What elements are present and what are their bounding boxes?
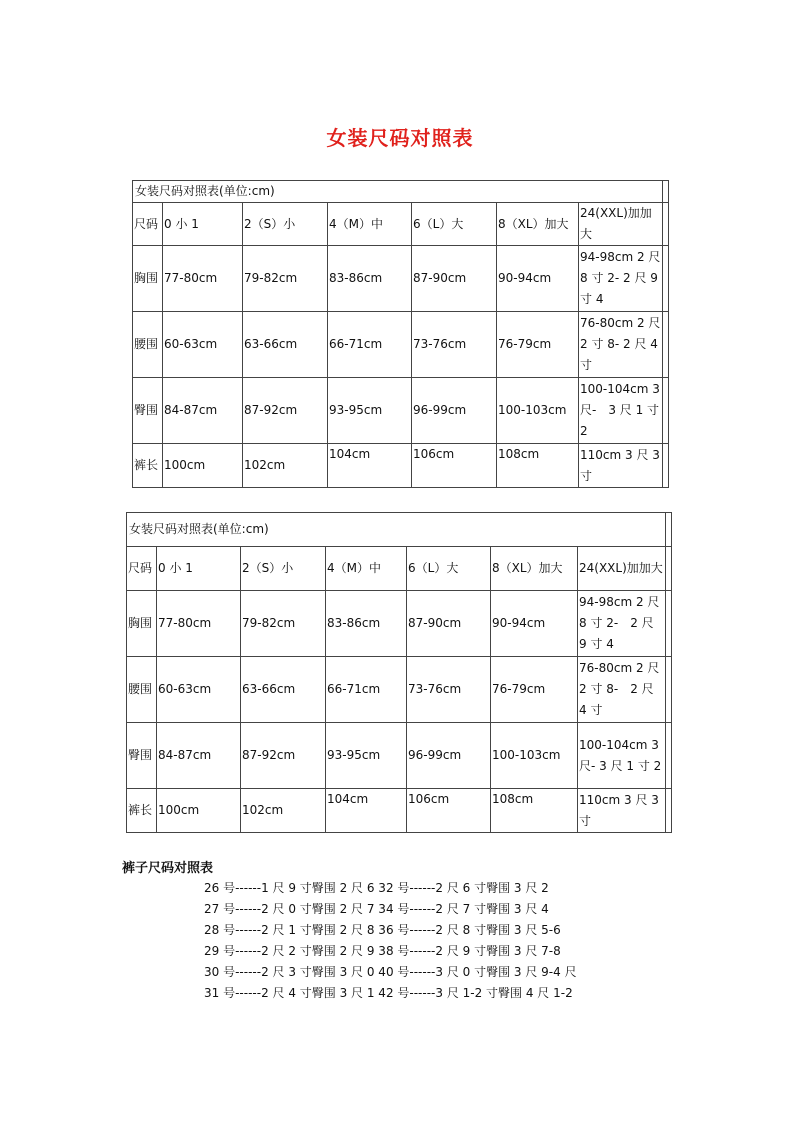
table-cell: 87-92cm <box>241 723 326 789</box>
size-table-2 <box>126 512 672 833</box>
table-row <box>133 246 669 312</box>
table-cell: 84-87cm <box>157 723 241 789</box>
table-header-cell: 尺码 <box>127 547 157 591</box>
table-row <box>127 723 672 789</box>
table-row <box>133 312 669 378</box>
table-cell: 104cm <box>326 789 407 833</box>
table-cell: 腰围 <box>127 657 157 723</box>
table-cell: 100-104cm 3 尺- 3 尺 1 寸 2 <box>578 723 666 789</box>
table-cell: 87-92cm <box>243 378 328 444</box>
table-cell: 胸围 <box>127 591 157 657</box>
table-cell: 90-94cm <box>497 246 579 312</box>
table-row <box>127 657 672 723</box>
table-header-cell: 24(XXL)加加大 <box>579 203 663 246</box>
table-cell: 96-99cm <box>407 723 491 789</box>
size-table-1 <box>132 180 669 488</box>
table-cell: 83-86cm <box>328 246 412 312</box>
table-cell: 裤长 <box>127 789 157 833</box>
table-cell: 93-95cm <box>328 378 412 444</box>
table-cell: 76-80cm 2 尺 2 寸 8- 2 尺 4 寸 <box>578 657 666 723</box>
table-cell: 66-71cm <box>328 312 412 378</box>
table-cell: 臀围 <box>133 378 163 444</box>
table-cell: 60-63cm <box>163 312 243 378</box>
table-header-cell: 24(XXL)加加大 <box>578 547 666 591</box>
table-cell: 76-80cm 2 尺 2 寸 8- 2 尺 4 寸 <box>579 312 663 378</box>
table-cell: 60-63cm <box>157 657 241 723</box>
table-cell: 79-82cm <box>243 246 328 312</box>
table-header-cell: 8（XL）加大 <box>497 203 579 246</box>
table-header-cell: 8（XL）加大 <box>491 547 578 591</box>
table-cell: 87-90cm <box>412 246 497 312</box>
table-cell: 83-86cm <box>326 591 407 657</box>
table-cell: 100-103cm <box>497 378 579 444</box>
table-cell: 90-94cm <box>491 591 578 657</box>
table-cell: 裤长 <box>133 444 163 488</box>
table-header-row <box>127 547 672 591</box>
table-cell: 79-82cm <box>241 591 326 657</box>
page-title: 女装尺码对照表 <box>326 126 474 150</box>
pants-size-line: 28 号------2 尺 1 寸臀围 2 尺 8 36 号------2 尺 8 寸臀围 3 尺 5-6 <box>204 923 561 937</box>
table-row <box>133 378 669 444</box>
table-cell: 108cm <box>491 789 578 833</box>
table-cell: 100cm <box>163 444 243 488</box>
table-header-cell: 0 小 1 <box>163 203 243 246</box>
table-cell: 106cm <box>412 444 497 488</box>
table-cell: 76-79cm <box>491 657 578 723</box>
table-cell: 100-103cm <box>491 723 578 789</box>
table-cell: 77-80cm <box>163 246 243 312</box>
table-cell: 63-66cm <box>241 657 326 723</box>
table-header-cell: 2（S）小 <box>243 203 328 246</box>
table-cell: 94-98cm 2 尺 8 寸 2- 2 尺 9 寸 4 <box>578 591 666 657</box>
table-cell: 66-71cm <box>326 657 407 723</box>
table-cell: 73-76cm <box>412 312 497 378</box>
table-cell: 106cm <box>407 789 491 833</box>
table-cell: 76-79cm <box>497 312 579 378</box>
pants-size-line: 26 号------1 尺 9 寸臀围 2 尺 6 32 号------2 尺 6 寸臀围 3 尺 2 <box>204 881 549 895</box>
table-caption: 女装尺码对照表(单位:cm) <box>127 513 666 547</box>
table-cell: 93-95cm <box>326 723 407 789</box>
table-cell: 110cm 3 尺 3 寸 <box>578 789 666 833</box>
pants-size-line: 27 号------2 尺 0 寸臀围 2 尺 7 34 号------2 尺 7 寸臀围 3 尺 4 <box>204 902 549 916</box>
pants-section-title: 裤子尺码对照表 <box>122 861 214 876</box>
table-cell: 100cm <box>157 789 241 833</box>
table-header-row <box>133 203 669 246</box>
table-cell: 73-76cm <box>407 657 491 723</box>
table-cell: 63-66cm <box>243 312 328 378</box>
table-cell: 100-104cm 3 尺- 3 尺 1 寸 2 <box>579 378 663 444</box>
table-cell: 84-87cm <box>163 378 243 444</box>
table-header-cell: 6（L）大 <box>412 203 497 246</box>
table-header-cell: 4（M）中 <box>326 547 407 591</box>
table-header-cell: 6（L）大 <box>407 547 491 591</box>
table-cell: 110cm 3 尺 3 寸 <box>579 444 663 488</box>
table-header-cell: 4（M）中 <box>328 203 412 246</box>
table-cell: 102cm <box>243 444 328 488</box>
table-cell: 94-98cm 2 尺 8 寸 2- 2 尺 9 寸 4 <box>579 246 663 312</box>
pants-size-line: 30 号------2 尺 3 寸臀围 3 尺 0 40 号------3 尺 0 寸臀围 3 尺 9-4 尺 <box>204 965 577 979</box>
table-cell: 77-80cm <box>157 591 241 657</box>
table-cell: 102cm <box>241 789 326 833</box>
table-row <box>133 444 669 488</box>
table-caption: 女装尺码对照表(单位:cm) <box>133 181 663 203</box>
table-cell: 96-99cm <box>412 378 497 444</box>
table-header-cell: 0 小 1 <box>157 547 241 591</box>
pants-size-list <box>204 878 577 1004</box>
table-row <box>127 789 672 833</box>
table-cell: 臀围 <box>127 723 157 789</box>
table-cell: 腰围 <box>133 312 163 378</box>
table-cell: 胸围 <box>133 246 163 312</box>
table-row <box>127 591 672 657</box>
table-cell: 108cm <box>497 444 579 488</box>
table-cell: 104cm <box>328 444 412 488</box>
pants-size-line: 29 号------2 尺 2 寸臀围 2 尺 9 38 号------2 尺 9 寸臀围 3 尺 7-8 <box>204 944 561 958</box>
table-header-cell: 尺码 <box>133 203 163 246</box>
table-header-cell: 2（S）小 <box>241 547 326 591</box>
table-cell: 87-90cm <box>407 591 491 657</box>
pants-size-line: 31 号------2 尺 4 寸臀围 3 尺 1 42 号------3 尺 1-2 寸臀围 4 尺 1-2 <box>204 986 573 1000</box>
